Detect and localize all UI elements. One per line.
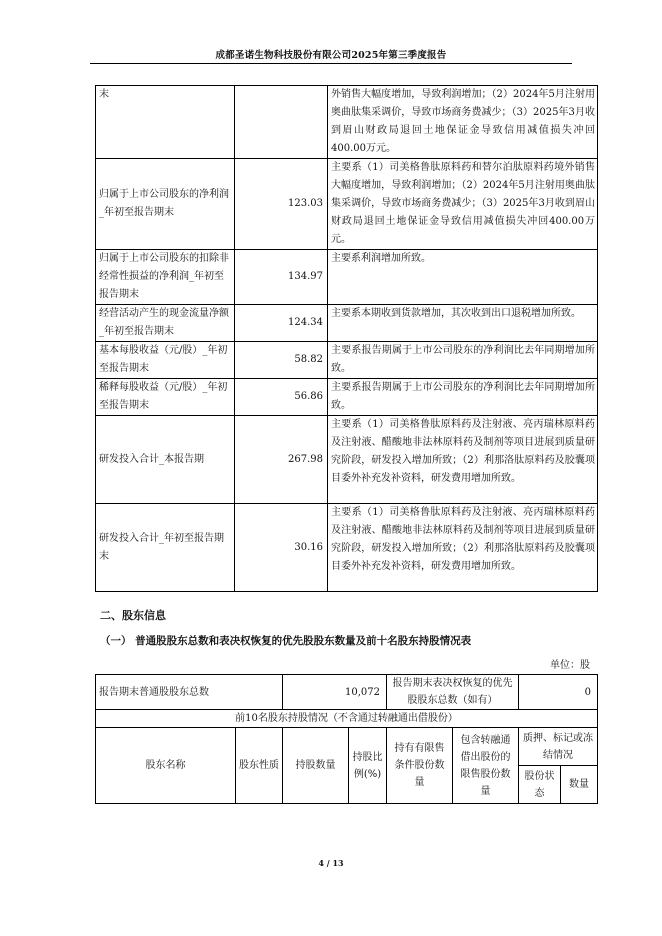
item-cell: 经营活动产生的现金流量净额_年初至报告期末 <box>96 305 235 342</box>
item-cell: 归属于上市公司股东的净利润_年初至报告期末 <box>96 159 235 250</box>
pref-holders-label: 报告期末表决权恢复的优先股股东总数（如有） <box>387 675 519 710</box>
header-ratio: 持股比例(%) <box>349 728 387 804</box>
reason-cell: 主要系（1）司美格鲁肽原料药及注射液、亮丙瑞林原料药及注射液、醋酸地非法林原料药及制剂等项目进展到质量研究阶段，研发投入增加所致；（2）利那洛肽原料药及胶囊项目委外补充发补资料，研发费用增加所致。 <box>328 504 598 592</box>
top10-caption: 前10名股东持股情况（不含通过转融通出借股份） <box>96 710 598 728</box>
page-header: 成都圣诺生物科技股份有限公司2025年第三季度报告 <box>215 50 447 61</box>
reason-cell: 主要系报告期属于上市公司股东的净利润比去年同期增加所致。 <box>328 379 598 416</box>
value-cell <box>235 86 328 159</box>
subsection-title: （一） 普通股股东总数和表决权恢复的优先股股东数量及前十名股东持股情况表 <box>100 635 472 647</box>
value-cell: 123.03 <box>235 159 328 250</box>
value-cell: 134.97 <box>235 250 328 305</box>
total-holders-value: 10,072 <box>283 675 387 710</box>
page-number: 4 / 13 <box>318 858 344 868</box>
reason-cell: 主要系（1）司美格鲁肽原料药和替尔泊肽原料药境外销售大幅度增加，导致利润增加；（2）2024年5月注射用奥曲肽集采调价，导致市场商务费减少；（3）2025年3月收到眉山财政局退回土地保证金导致信用减值损失冲回400.00万元。 <box>328 159 598 250</box>
header-name: 股东名称 <box>96 728 236 804</box>
table-row <box>96 675 598 710</box>
table-row <box>96 728 598 766</box>
value-cell: 30.16 <box>235 504 328 592</box>
change-reason-table <box>95 85 598 592</box>
header-pledge: 质押、标记或冻结情况 <box>519 728 598 766</box>
table-row <box>96 379 598 416</box>
total-holders-label: 报告期末普通股股东总数 <box>96 675 283 710</box>
table-row <box>96 710 598 728</box>
header-pledge-qty: 数量 <box>561 766 598 804</box>
reason-cell: 主要系报告期属于上市公司股东的净利润比去年同期增加所致。 <box>328 342 598 379</box>
unit-label: 单位：股 <box>550 660 590 671</box>
header-rule <box>90 63 572 64</box>
item-cell: 归属于上市公司股东的扣除非经常性损益的净利润_年初至报告期末 <box>96 250 235 305</box>
value-cell: 267.98 <box>235 416 328 504</box>
table-row <box>96 250 598 305</box>
value-cell: 58.82 <box>235 342 328 379</box>
item-cell: 研发投入合计_本报告期 <box>96 416 235 504</box>
header-restricted: 持有有限售条件股份数量 <box>387 728 453 804</box>
item-cell: 稀释每股收益（元/股）_年初至报告期末 <box>96 379 235 416</box>
table-row <box>96 504 598 592</box>
item-cell: 研发投入合计_年初至报告期末 <box>96 504 235 592</box>
pref-holders-value: 0 <box>519 675 598 710</box>
reason-cell: 主要系本期收到货款增加，其次收到出口退税增加所致。 <box>328 305 598 342</box>
table-row <box>96 342 598 379</box>
item-cell: 基本每股收益（元/股）_年初至报告期末 <box>96 342 235 379</box>
table-row <box>96 86 598 159</box>
reason-cell: 主要系利润增加所致。 <box>328 250 598 305</box>
reason-cell: 主要系（1）司美格鲁肽原料药及注射液、亮丙瑞林原料药及注射液、醋酸地非法林原料药及制剂等项目进展到质量研究阶段，研发投入增加所致；（2）利那洛肽原料药及胶囊项目委外补充发补资料，研发费用增加所致。 <box>328 416 598 504</box>
section-title: 二、股东信息 <box>100 609 166 622</box>
table-row <box>96 159 598 250</box>
header-shares: 持股数量 <box>283 728 349 804</box>
header-nature: 股东性质 <box>236 728 283 804</box>
shareholder-table <box>95 674 598 804</box>
item-cell: 末 <box>96 86 235 159</box>
value-cell: 124.34 <box>235 305 328 342</box>
header-pledge-status: 股份状态 <box>519 766 561 804</box>
header-lent: 包含转融通借出股份的限售股份数量 <box>453 728 519 804</box>
table-row <box>96 305 598 342</box>
reason-cell: 外销售大幅度增加，导致利润增加；（2）2024年5月注射用奥曲肽集采调价，导致市场商务费减少；（3）2025年3月收到眉山财政局退回土地保证金导致信用减值损失冲回400.00万元。 <box>328 86 598 159</box>
value-cell: 56.86 <box>235 379 328 416</box>
table-row <box>96 416 598 504</box>
